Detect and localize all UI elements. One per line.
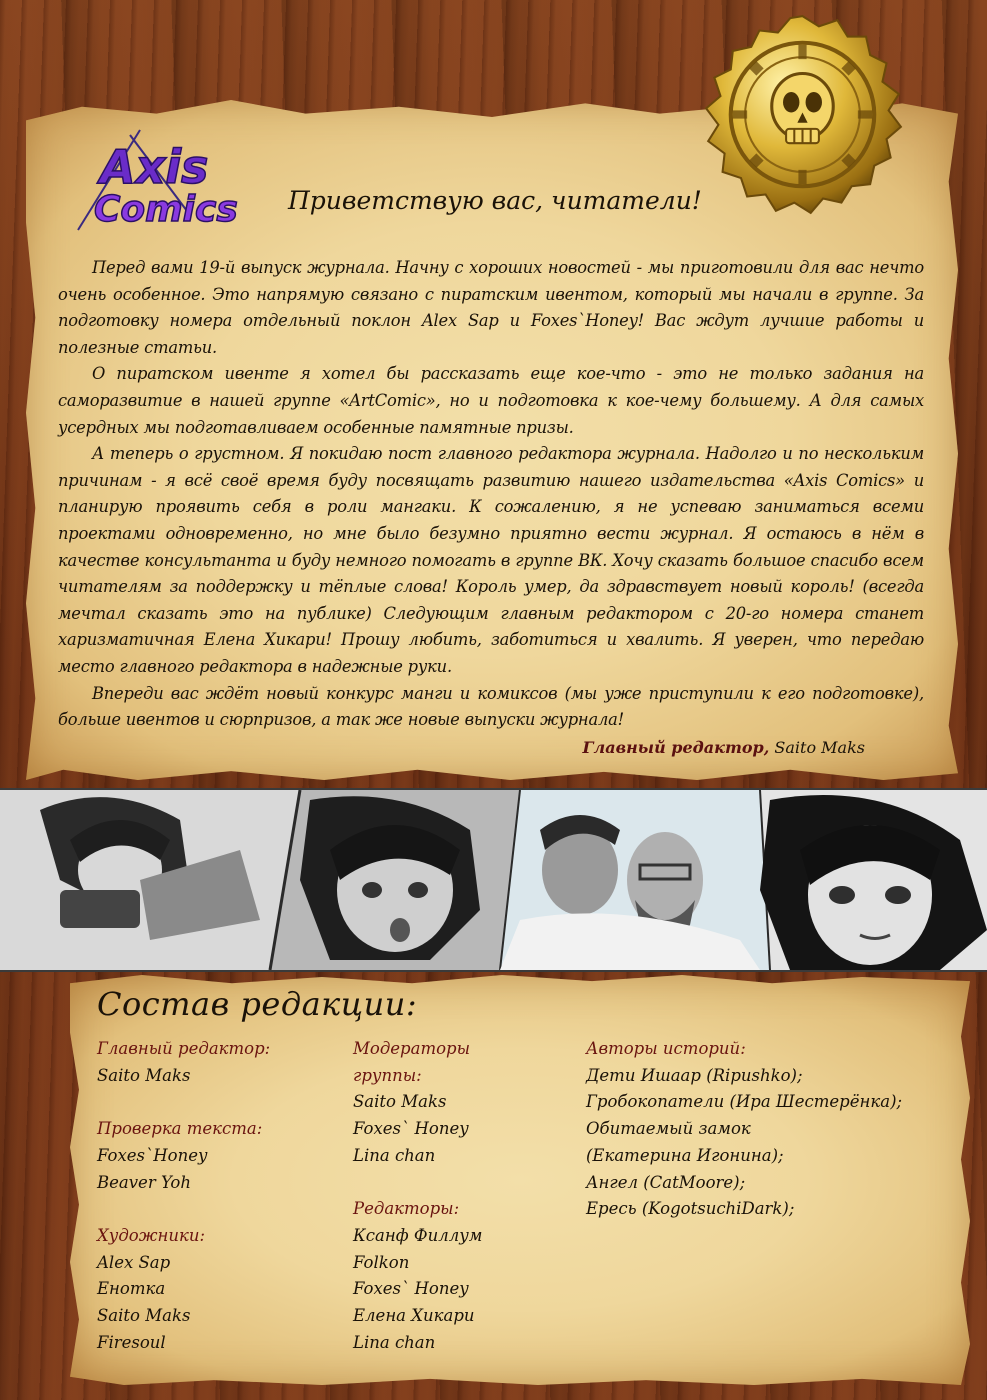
greeting-heading: Приветствую вас, читатели! xyxy=(288,186,702,215)
staff-name: Елена Хикари xyxy=(353,1306,475,1326)
staff-name: Beaver Yoh xyxy=(97,1172,191,1192)
staff-name: Ксанф Филлум xyxy=(353,1225,483,1245)
role-moderators: Модераторы xyxy=(353,1039,471,1058)
staff-name: Folkon xyxy=(353,1252,410,1272)
staff-name: Saito Maks xyxy=(97,1306,191,1325)
svg-text:Comics: Comics xyxy=(94,189,238,230)
staff-name: Foxes` Honey xyxy=(353,1279,469,1299)
paragraph: О пиратском ивенте я хотел бы рассказать еще кое-что - это не только задания на саморазвитие в нашей группе «ArtComic», но и подготовка к кое-чему большему. А для самых усердных мы подготавливаем особенные памятные призы. xyxy=(58,364,924,437)
staff-name: Ересь (KogotsuchiDark); xyxy=(586,1199,795,1219)
staff-name: Alex Sap xyxy=(97,1252,171,1272)
role-moderators-line2: группы: xyxy=(353,1065,422,1085)
staff-name: Дети Ишаар (Ripushko); xyxy=(586,1065,803,1085)
staff-name: Ангел (CatMoore); xyxy=(586,1172,746,1192)
role-authors: Авторы историй: xyxy=(586,1039,746,1058)
role-editors: Редакторы: xyxy=(353,1199,460,1219)
signature-name: Saito Maks xyxy=(774,738,865,757)
role-chief-editor: Главный редактор: xyxy=(97,1039,271,1058)
editorial-text xyxy=(58,255,924,734)
staff-name: Lina chan xyxy=(353,1145,436,1165)
staff-name: Saito Maks xyxy=(97,1065,191,1085)
role-proofreading: Проверка текста: xyxy=(97,1119,263,1139)
staff-heading: Состав редакции: xyxy=(97,985,418,1023)
svg-text:Axis: Axis xyxy=(100,140,209,194)
staff-column-3 xyxy=(586,1036,902,1223)
manga-panels-illustration xyxy=(0,790,987,970)
staff-name: Foxes` Honey xyxy=(353,1119,469,1139)
staff-name: Обитаемый замок xyxy=(586,1119,751,1139)
signature xyxy=(582,738,865,757)
paragraph: Перед вами 19-й выпуск журнала. Начну с хороших новостей - мы приготовили для вас нечто очень особенное. Это напрямую связано с пиратским ивентом, который мы начали в группе. За подготовку номера отдельный поклон Alex Sap и Foxes`Honey! Вас ждут лучшие работы и полезные статьи. xyxy=(58,258,924,357)
staff-name: Lina chan xyxy=(353,1332,436,1352)
staff-column-1 xyxy=(97,1036,270,1356)
staff-name: Гробокопатели (Ира Шестерёнка); xyxy=(586,1092,903,1112)
signature-role: Главный редактор, xyxy=(582,738,770,757)
staff-name: Firesoul xyxy=(97,1332,166,1352)
staff-name: (Екатерина Игонина); xyxy=(586,1145,784,1165)
staff-column-2 xyxy=(353,1036,482,1356)
axis-comics-logo xyxy=(70,125,255,235)
paragraph: А теперь о грустном. Я покидаю пост главного редактора журнала. Надолго и по нескольким причинам - я всё своё время буду посвящать развитию нашего издательства «Axis Comics» и планирую проявить себя в роли мангаки. К сожалению, я не успеваю заниматься всеми проектами одновременно, но мне было безумно приятно вести журнал. Я остаюсь в нём в качестве консультанта и буду немного помогать в группе ВК. Хочу сказать большое спасибо всем читателям за поддержку и тёплые слова! Король умер, да здравствует новый король! (всегда мечтал сказать это на публике) Следующим главным редактором с 20-го номера станет харизматичная Елена Хикари! Прошу любить, заботиться и хвалить. Я уверен, что передаю место главного редактора в надежные руки. xyxy=(58,444,924,676)
manga-illustration-strip xyxy=(0,788,987,972)
paragraph: Впереди вас ждёт новый конкурс манги и комиксов (мы уже приступили к его подготовке), больше ивентов и сюрпризов, а так же новые выпуски журнала! xyxy=(58,683,924,730)
aztec-coin-icon xyxy=(700,12,905,217)
staff-name: Енотка xyxy=(97,1279,166,1299)
staff-name: Saito Maks xyxy=(353,1092,447,1112)
role-artists: Художники: xyxy=(97,1225,205,1245)
staff-name: Foxes`Honey xyxy=(97,1145,208,1165)
